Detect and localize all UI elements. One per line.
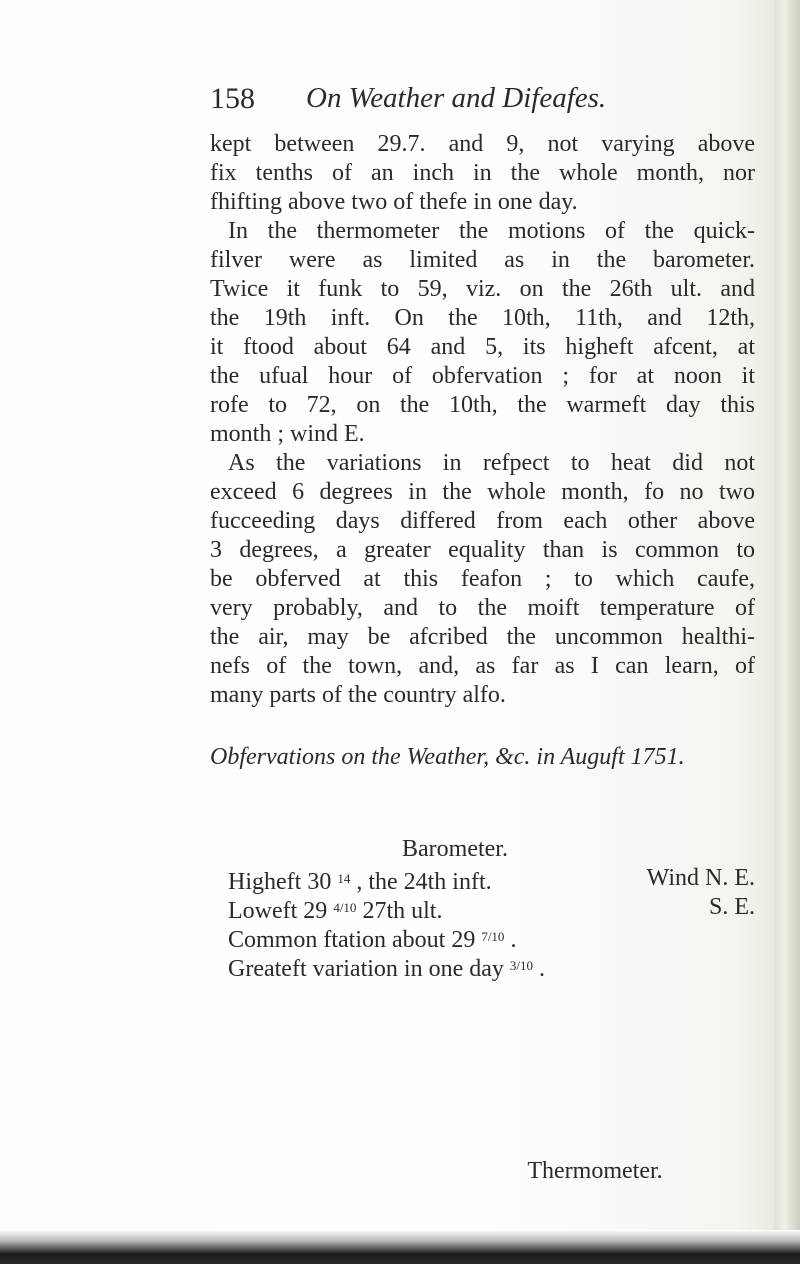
text-line: very probably, and to the moift temperature of [210,595,755,621]
record-fraction: 14 [337,871,351,886]
record-label: Common ftation about 29 [228,927,476,953]
thermometer-heading: Thermometer. [527,1158,663,1184]
text-line: Twice it funk to 59, viz. on the 26th ult. and [210,276,755,302]
page-number: 158 [210,82,255,115]
record-detail: . [539,956,546,982]
record-label: Higheft 30 [228,869,332,895]
text-line: be obferved at this feafon ; to which caufe, [210,566,755,592]
text-line: filver were as limited as in the barometer. [210,247,755,273]
text-line: exceed 6 degrees in the whole month, fo no two [210,479,755,505]
barometer-record [210,951,755,980]
text-line: fix tenths of an inch in the whole month, nor [210,160,755,186]
text-line: rofe to 72, on the 10th, the warmeft day this [210,392,755,418]
barometer-record [210,864,755,893]
running-title: On Weather and Difeafes. [306,82,607,114]
text-line: 3 degrees, a greater equality than is common to [210,537,755,563]
text-line: the ufual hour of obfervation ; for at noon it [210,363,755,389]
text-line: it ftood about 64 and 5, its higheft afcent, at [210,334,755,360]
text-line: month ; wind E. [210,421,365,447]
text-line: As the variations in refpect to heat did not [228,450,755,476]
text-line: the 19th inft. On the 10th, 11th, and 12th, [210,305,755,331]
record-detail: 27th ult. [362,898,443,924]
barometer-record [210,922,755,951]
text-line: In the thermometer the motions of the quick- [228,218,755,244]
page-header [210,82,750,122]
text-line: nefs of the town, and, as far as I can learn, of [210,653,755,679]
record-detail: . [510,927,517,953]
body-text [210,130,755,710]
record-wind: S. E. [708,894,755,920]
barometer-record [210,893,755,922]
record-fraction: 7/10 [481,929,505,944]
text-line: fhifting above two of thefe in one day. [210,189,578,215]
record-wind: Wind N. E. [646,865,755,891]
record-label: Loweft 29 [228,898,328,924]
text-line: the air, may be afcribed the uncommon healthi- [210,624,755,650]
text-line: fucceeding days differed from each other above [210,508,755,534]
barometer-records [210,864,755,980]
page-edge-right [774,0,800,1264]
page-edge-bottom [0,1230,800,1264]
text-line: many parts of the country alfo. [210,682,506,708]
record-fraction: 3/10 [509,958,534,973]
record-fraction: 4/10 [333,900,357,915]
barometer-heading: Barometer. [402,836,508,862]
text-line: kept between 29.7. and 9, not varying above [210,131,755,157]
record-detail: , the 24th inft. [356,869,492,895]
section-title: Obfervations on the Weather, &c. in Auguft 1751. [210,744,685,770]
record-label: Greateft variation in one day [228,956,504,982]
